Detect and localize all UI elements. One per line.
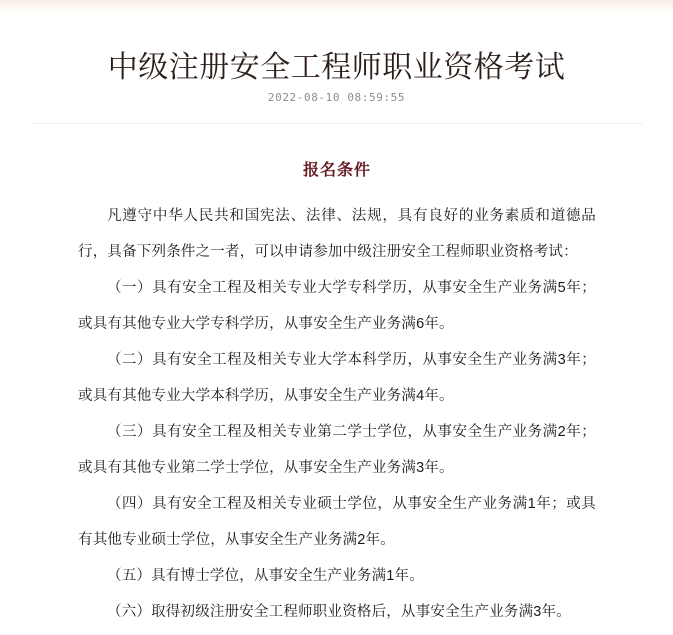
page-title: 中级注册安全工程师职业资格考试 [107, 51, 566, 85]
paragraph-condition-4: （四）具有安全工程及相关专业硕士学位，从事安全生产业务满1年；或具有其他专业硕士学位，从事安全生产业务满2年。 [78, 496, 596, 548]
document-body [78, 158, 596, 630]
paragraph-condition-2: （二）具有安全工程及相关专业大学本科学历，从事安全生产业务满3年；或具有其他专业大学本科学历，从事安全生产业务满4年。 [78, 352, 596, 404]
section-heading: 报名条件 [302, 160, 371, 179]
paragraph-condition-3: （三）具有安全工程及相关专业第二学士学位，从事安全生产业务满2年；或具有其他专业第二学士学位，从事安全生产业务满3年。 [78, 424, 596, 476]
paragraph-condition-5: （五）具有博士学位，从事安全生产业务满1年。 [107, 568, 424, 584]
header-divider [30, 123, 643, 124]
publish-timestamp: 2022-08-10 08:59:55 [267, 91, 406, 104]
paragraph-intro: 凡遵守中华人民共和国宪法、法律、法规，具有良好的业务素质和道德品行，具备下列条件之一者，可以申请参加中级注册安全工程师职业资格考试： [78, 208, 596, 260]
top-decorative-band [0, 0, 673, 14]
paragraph-condition-6: （六）取得初级注册安全工程师职业资格后，从事安全生产业务满3年。 [107, 604, 571, 620]
paragraph-condition-1: （一）具有安全工程及相关专业大学专科学历，从事安全生产业务满5年；或具有其他专业大学专科学历，从事安全生产业务满6年。 [78, 280, 596, 332]
